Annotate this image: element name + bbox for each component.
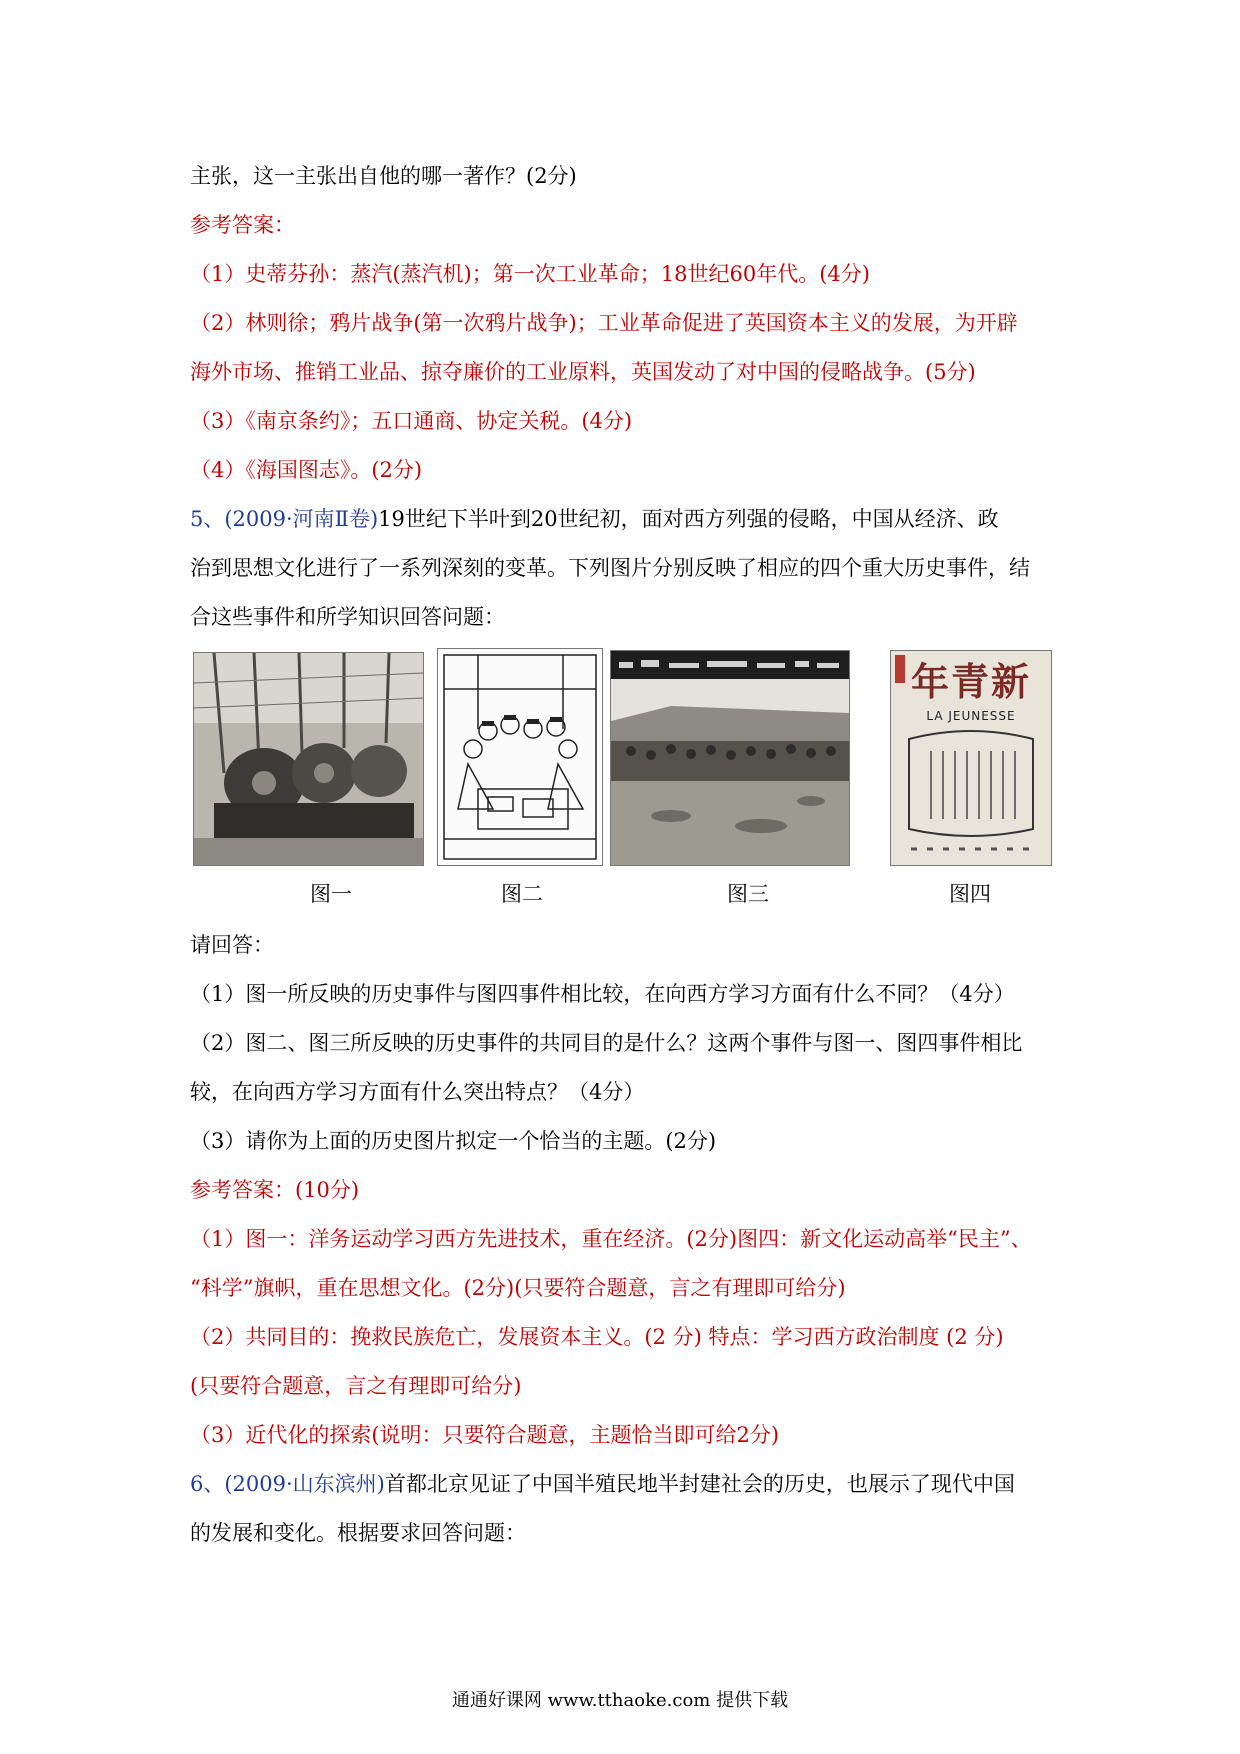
figure-caption: 图四 (949, 882, 991, 906)
figure-caption: 图二 (501, 882, 543, 906)
text-span: (只要符合题意，言之有理即可给分) (190, 1374, 522, 1398)
figure-2-meeting-drawing (437, 648, 603, 866)
text-span: （1）图一所反映的历史事件与图四事件相比较，在向西方学习方面有什么不同？（4分） (190, 982, 1015, 1006)
factory-illustration (194, 653, 423, 865)
figure-3-crowd-photo (610, 650, 850, 866)
text-span: （2）图二、图三所反映的历史事件的共同目的是什么？这两个事件与图一、图四事件相比 (190, 1031, 1023, 1055)
magazine-frame-illustration (891, 651, 1051, 865)
text-span: “科学”旗帜，重在思想文化。(2分)(只要符合题意，言之有理即可给分) (190, 1276, 846, 1300)
text-span: （1）史蒂芬孙：蒸汽(蒸汽机)；第一次工业革命；18世纪60年代。(4分) (190, 262, 870, 286)
answer-line (190, 1273, 1060, 1303)
answer-heading (190, 1175, 1060, 1205)
text-span: 主张，这一主张出自他的哪一著作？(2分) (190, 164, 577, 188)
question-line (190, 979, 1060, 1009)
crowd-illustration (611, 651, 849, 865)
text-span: 首都北京见证了中国半殖民地半封建社会的历史，也展示了现代中国 (384, 1472, 1015, 1496)
question-6-line (190, 1469, 1060, 1499)
answer-line (190, 406, 1060, 436)
text-span: 海外市场、推销工业品、掠夺廉价的工业原料，英国发动了对中国的侵略战争。(5分) (190, 360, 976, 384)
answer-line (190, 259, 1060, 289)
text-span: （2）共同目的：挽救民族危亡，发展资本主义。(2 分) 特点：学习西方政治制度 (2 分) (190, 1325, 1004, 1349)
answer-line (190, 1371, 1060, 1401)
question-line (190, 1077, 1060, 1107)
answer-line (190, 1322, 1060, 1352)
question-line (190, 1126, 1060, 1156)
text-line (190, 1518, 1060, 1548)
text-line (190, 161, 1060, 191)
question-source: 6、(2009·山东滨州) (190, 1472, 385, 1496)
text-span: （3）近代化的探索(说明：只要符合题意，主题恰当即可给2分) (190, 1423, 780, 1447)
text-span: （1）图一：洋务运动学习西方先进技术，重在经济。(2分)图四：新文化运动高举“民主”、 (190, 1227, 1032, 1251)
poster-subtitle: LA JEUNESSE (926, 709, 1016, 723)
figure-caption: 图三 (727, 882, 769, 906)
poster-title: 年青新 (910, 659, 1031, 704)
question-source: 5、(2009·河南Ⅱ卷) (190, 507, 379, 531)
answer-line (190, 308, 1060, 338)
text-span: 较，在向西方学习方面有什么突出特点？（4分） (190, 1080, 645, 1104)
page-footer: 通通好课网 www.tthaoke.com 提供下载 (451, 1690, 789, 1711)
answer-line (190, 1420, 1060, 1450)
text-span: （3）《南京条约》；五口通商、协定关税。(4分) (190, 409, 633, 433)
text-span: 19世纪下半叶到20世纪初，面对西方列强的侵略，中国从经济、政 (378, 507, 999, 531)
meeting-illustration (438, 649, 602, 865)
text-line (190, 553, 1060, 583)
answer-line (190, 455, 1060, 485)
text-span: （2）林则徐；鸦片战争(第一次鸦片战争)；工业革命促进了英国资本主义的发展，为开辟 (190, 311, 1018, 335)
figure-4-magazine-cover (890, 650, 1052, 866)
question-line (190, 1028, 1060, 1058)
text-line (190, 930, 1060, 960)
text-span: （4）《海国图志》。(2分) (190, 458, 423, 482)
text-line (190, 602, 1060, 632)
text-span: （3）请你为上面的历史图片拟定一个恰当的主题。(2分) (190, 1129, 717, 1153)
text-span: 治到思想文化进行了一系列深刻的变革。下列图片分别反映了相应的四个重大历史事件，结 (190, 556, 1030, 580)
answer-heading (190, 210, 1060, 240)
text-span: 参考答案： (190, 213, 295, 237)
question-5-line (190, 504, 1060, 534)
answer-line (190, 357, 1060, 387)
text-span: 参考答案：(10分) (190, 1178, 360, 1202)
figure-1-factory-photo (193, 652, 424, 866)
text-span: 合这些事件和所学知识回答问题： (190, 605, 505, 629)
figure-caption: 图一 (310, 882, 352, 906)
text-span: 请回答： (190, 933, 274, 957)
answer-line (190, 1224, 1060, 1254)
text-span: 的发展和变化。根据要求回答问题： (190, 1521, 526, 1545)
